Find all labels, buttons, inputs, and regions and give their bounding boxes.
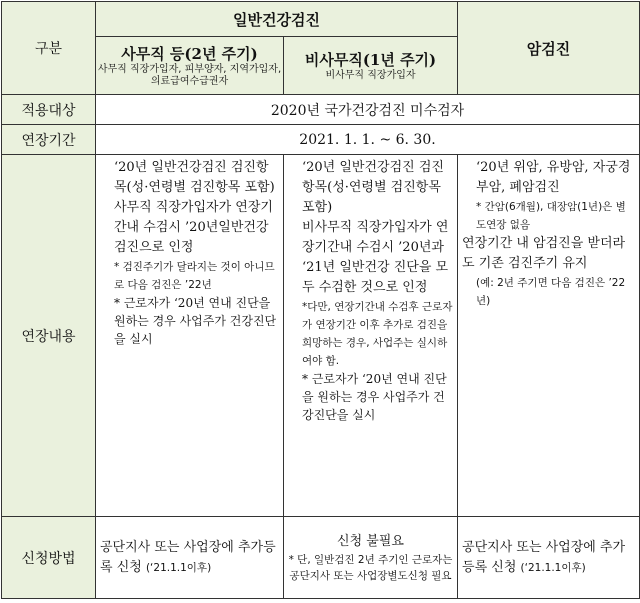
non-office-worker-desc: 비사무직 직장가입자: [325, 70, 416, 81]
office-worker-desc: 사무직 직장가입자, 피부양자, 지역가입자, 의료급여수급권자: [97, 64, 282, 87]
office-method: [96, 517, 284, 599]
cancer-method: [458, 517, 640, 599]
health-checkup-extension-table: [1, 1, 640, 599]
non-office-note-1: *다만, 연장기간내 수검후 근로자가 연장기간 이후 추가로 검진을 희망하는 경우, 사업주는 실시하여야 함.: [302, 301, 453, 367]
office-worker-header: [96, 37, 284, 95]
cancer-item-1: ‘20년 위암, 유방암, 자궁경부암, 폐암검진: [476, 160, 631, 195]
office-item-1: ‘20년 일반건강검진 검진항목(성·연령별 검진항목 포함): [114, 160, 275, 195]
non-office-item-1: ‘20년 일반건강검진 검진항목(성·연령별 검진항목 포함): [302, 160, 444, 215]
office-note-1: * 검진주기가 달라지는 것이 아니므로 다음 검진은 ’22년: [114, 261, 275, 291]
non-office-worker-header: [284, 37, 458, 95]
cancer-content: [458, 155, 640, 517]
office-method-text: 공단지사 또는 사업장에 추가등록 신청: [100, 539, 276, 575]
non-office-note-2: * 근로자가 ‘20년 연내 진단을 원하는 경우 사업주가 건강진단을 실시: [302, 372, 447, 422]
period-label: 연장기간: [2, 125, 96, 155]
cancer-note-2: (예: 2년 주기면 다음 검진은 ’22년): [476, 277, 626, 307]
general-checkup-header: 일반건강검진: [96, 2, 458, 37]
office-content: [96, 155, 284, 517]
non-office-method: [284, 517, 458, 599]
content-label: 연장내용: [2, 155, 96, 517]
cancer-method-text: 공단지사 또는 사업장에 추가등록 신청: [462, 539, 626, 575]
non-office-item-2: 비사무직 직장가입자가 연장기간내 수검시 ’20년과 ‘21년 일반건강 진단을 모두 수검한 것으로 인정: [302, 220, 449, 295]
cancer-header: 암검진: [458, 2, 640, 95]
office-item-2: 사무직 직장가입자가 연장기간내 수검시 ’20년일반건강검진으로 인정: [114, 200, 273, 255]
non-office-content: [284, 155, 458, 517]
non-office-method-note: * 단, 일반검진 2년 주기인 근로자는 공단지사 또는 사업장별도신청 필요: [288, 553, 453, 582]
cancer-note-1: * 간암(6개월), 대장암(1년)은 별도연장 없음: [476, 201, 626, 231]
non-office-method-text: 신청 불필요: [337, 533, 404, 549]
method-label: 신청방법: [2, 517, 96, 599]
target-value: 2020년 국가건강검진 미수검자: [96, 95, 640, 125]
cancer-method-date: (‘21.1.1이후): [520, 561, 586, 574]
period-value: 2021. 1. 1. ~ 6. 30.: [96, 125, 640, 155]
office-note-2: * 근로자가 ‘20년 연내 진단을 원하는 경우 사업주가 건강진단을 실시: [114, 296, 277, 346]
non-office-worker-title: 비사무직(1년 주기): [304, 51, 437, 69]
office-method-date: (‘21.1.1이후): [145, 561, 212, 574]
category-header: 구분: [2, 2, 96, 95]
office-worker-title: 사무직 등(2년 주기): [121, 45, 258, 63]
target-label: 적용대상: [2, 95, 96, 125]
cancer-item-2: 연장기간 내 암검진을 받더라도 기존 검진주기 유지: [462, 236, 626, 271]
